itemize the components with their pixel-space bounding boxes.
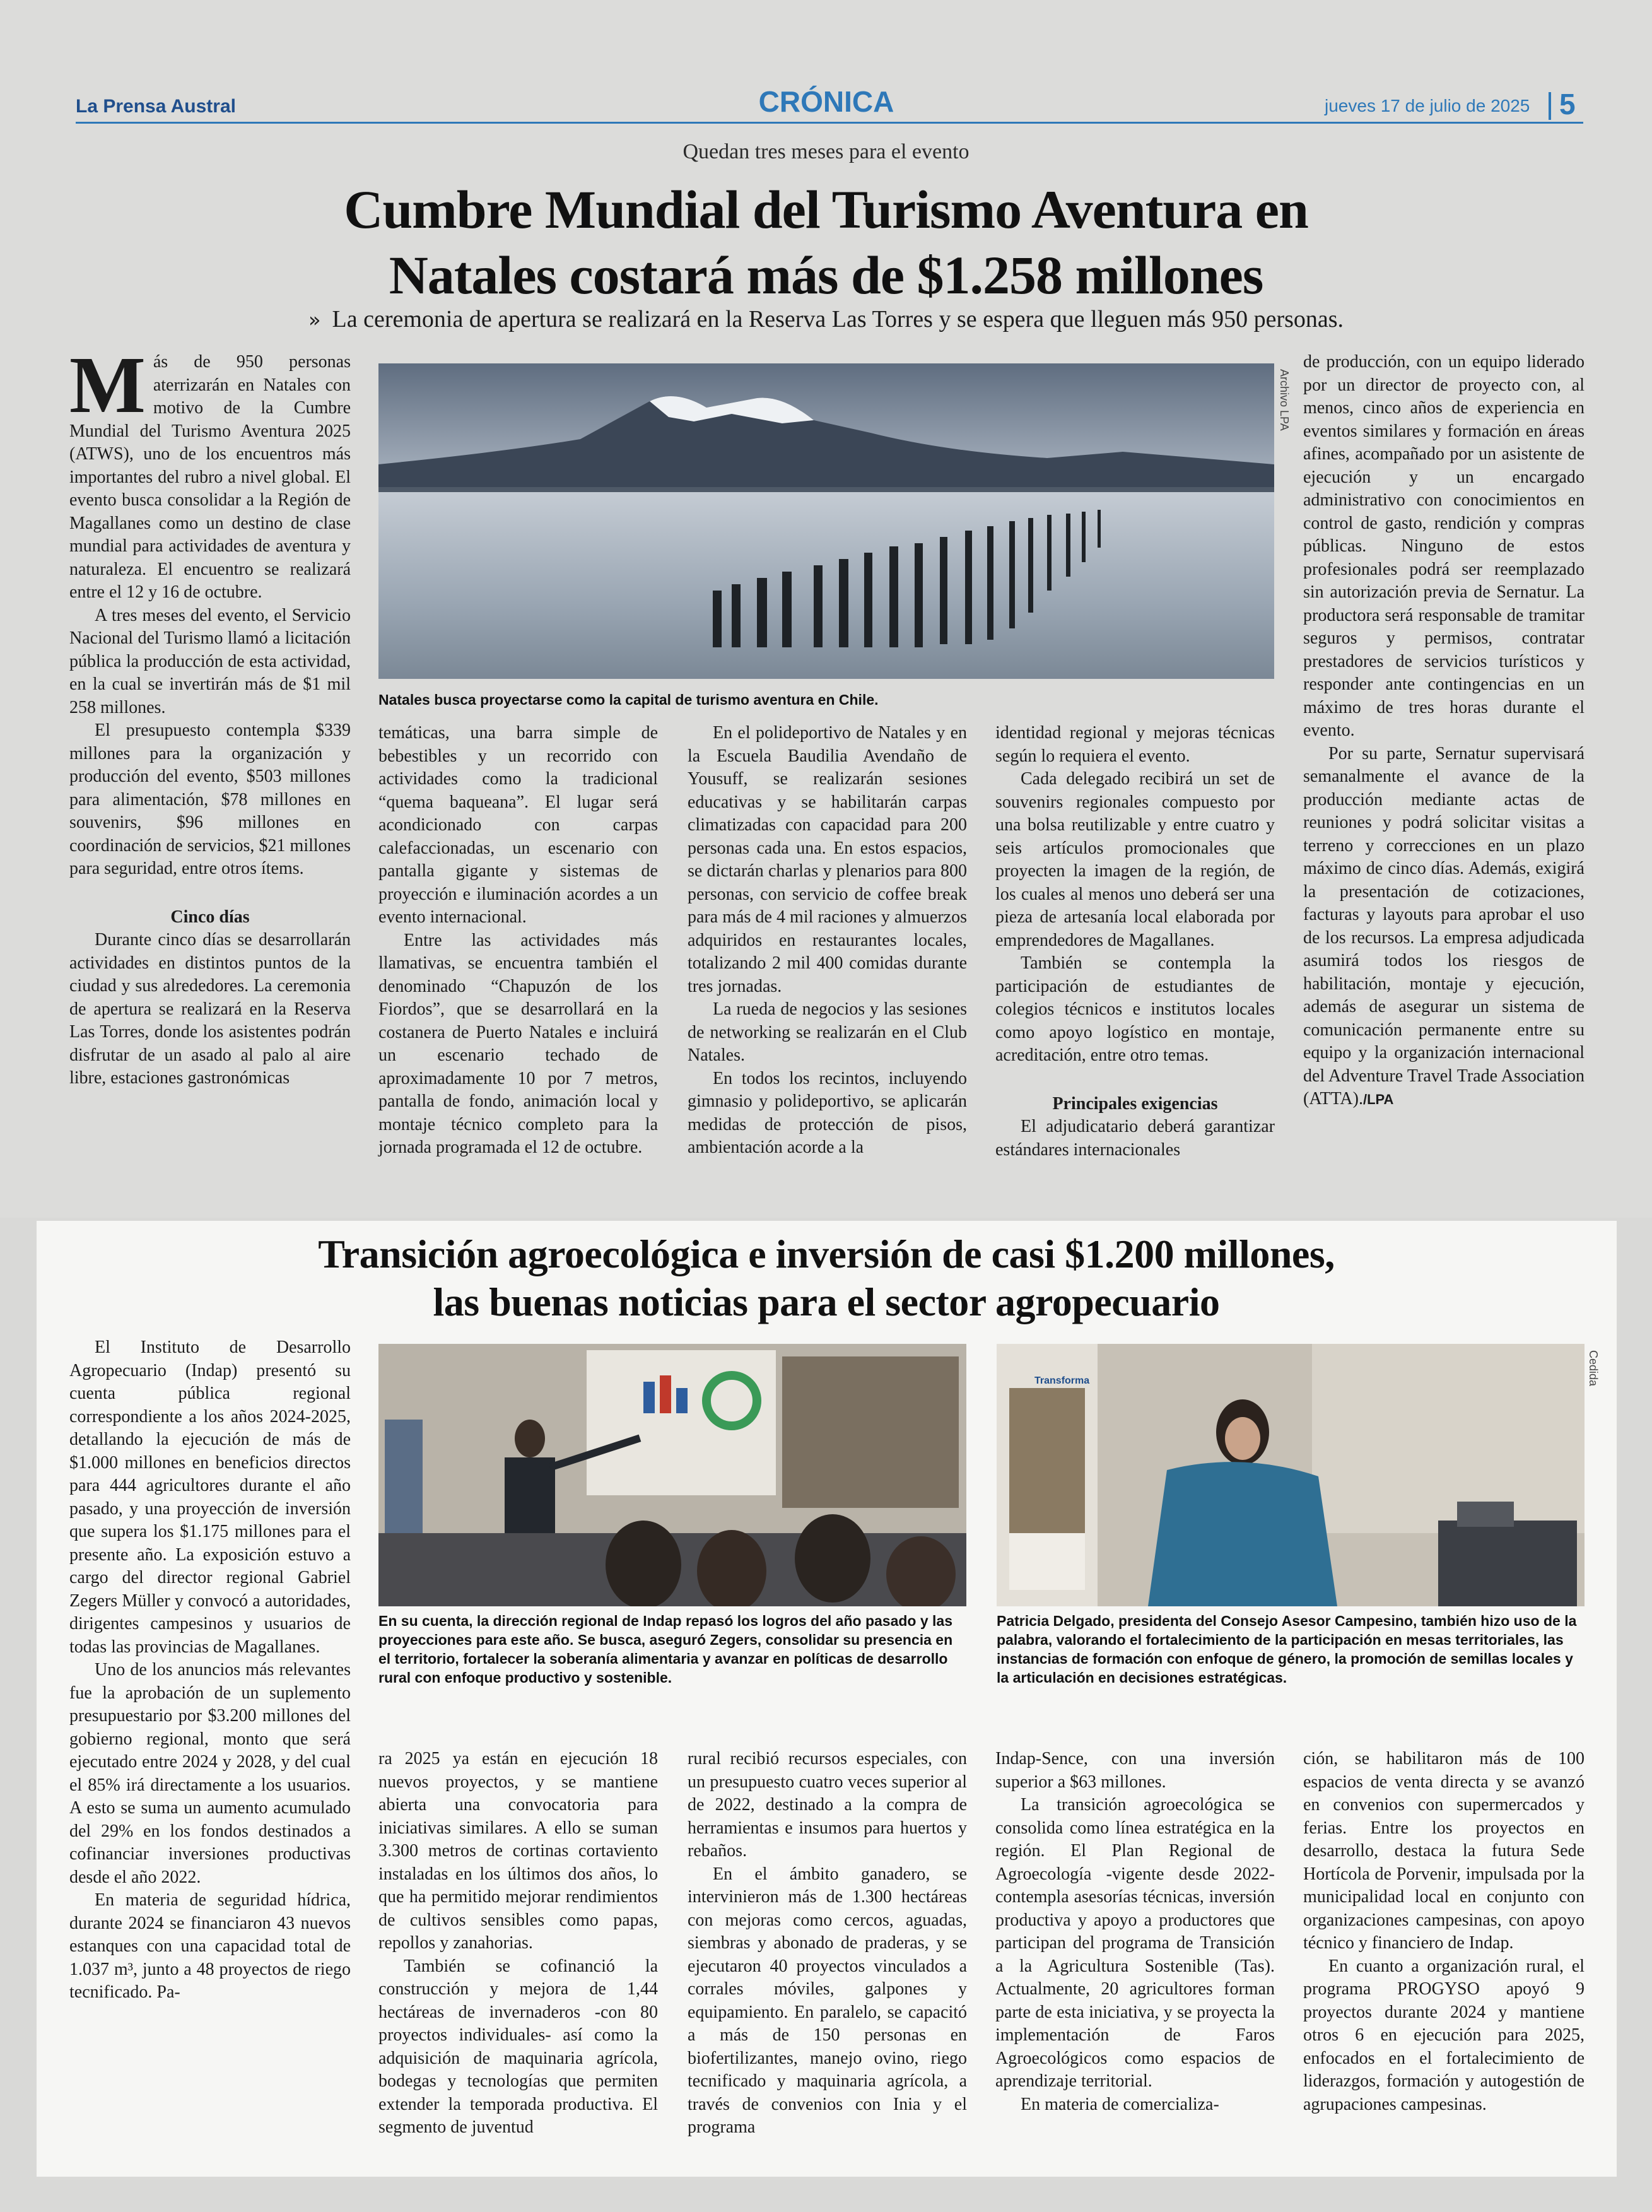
header-separator: [1549, 92, 1551, 120]
article1-paragraph: La rueda de negocios y las sesiones de networking se realizarán en el Club Natales.: [688, 999, 967, 1065]
article1-paragraph: A tres meses del evento, el Servicio Nacional del Turismo llamó a licitación pública la producción de esta actividad, en la cual se invertirán más de $1 mil 258 millones.: [69, 605, 351, 717]
article2-caption-2: Patricia Delgado, presidenta del Consejo Asesor Campesino, también hizo uso de la palabra, valorando el fortalecimiento de la participación en mesas territoriales, las instancias de formación con enfoque de género, la promoción de semillas locales y la articulación en decisiones estratégicas.: [997, 1613, 1577, 1686]
article1-signature: /LPA: [1362, 1091, 1394, 1107]
article1-paragraph: Durante cinco días se desarrollarán actividades en distintos puntos de la ciudad y sus alrededores. La ceremonia de apertura se realizará en la Reserva Las Torres, donde los asistentes podrán disfrutar de un asado al palo al aire libre, estaciones gastronómicas: [69, 930, 351, 1088]
article1-paragraph: El adjudicatario deberá garantizar estándares internacionales: [995, 1117, 1275, 1160]
article1-paragraph: Entre las actividades más llamativas, se encuentra también el denominado “Chapuzón de los Fiordos”, que se desarrollará en la costanera de Puerto Natales e incluirá un escenario techado de aproximadamente 10 por 7 metros, pantalla de fondo, animación local y montaje técnico completo para la jornada programada el 12 de octubre.: [378, 930, 658, 1157]
article1-headline-line1: Cumbre Mundial del Turismo Aventura en: [344, 179, 1308, 240]
article1-paragraph: También se contempla la participación de estudiantes de colegios técnicos e institutos locales como apoyo logístico en montaje, acreditación, entre otro temas.: [995, 953, 1275, 1065]
article2-headline: [114, 1230, 1539, 1326]
article2-caption-1: En su cuenta, la dirección regional de Indap repasó los logros del año pasado y las proyecciones para este año. Se busca, aseguró Zegers, consolidar su presencia en el territorio, fortalecer la soberanía alimentaria y avanzar en políticas de desarrollo rural con enfoque productivo y sostenible.: [378, 1613, 953, 1686]
article2-headline-line2: las buenas noticias para el sector agropecuario: [433, 1280, 1220, 1324]
article1-dropcap: M: [69, 340, 146, 430]
article1-paragraph: de producción, con un equipo liderado por un director de proyecto con, al menos, cinco años de experiencia en eventos similares y formación en áreas afines, acompañado por un asistente de ejecución y un encargado administrativo con conocimientos en control de gasto, rendición y compras públicas. Ninguno de estos profesionales podrá ser reemplazado sin autorización previa de Sernatur. La productora será responsable de tramitar seguros y permisos, contratar prestadores de servicios turísticos y responder ante contingencias en un máximo de tres horas durante el evento.: [1303, 352, 1585, 740]
article1-paragraph: Por su parte, Sernatur supervisará semanalmente el avance de la producción mediante actas de reuniones y podrá solicitar visitas a terreno y correcciones en un plazo máximo de cinco días. Además, exigirá la presentación de cotizaciones, facturas y layouts para aprobar el uso de los recursos. La empresa adjudicada asumirá todos los riesgos de habilitación, montaje y ejecución, además de asegurar un sistema de comunicación permanente entre su equipo y la organización internacional del Adventure Travel Trade Association (ATTA).: [1303, 743, 1585, 1109]
header-rule: [76, 122, 1583, 124]
article2-paragraph: La transición agroecológica se consolida como línea estratégica en la región. El Plan Regional de Agroecología -vigente desde 2022- contempla asesorías técnicas, inversión productiva y apoyo a productores que participan del programa de Transición a la Agricultura Sostenible (Tas). Actualmente, 20 agricultores forman parte de esta iniciativa, y se proyecta la implementación de Faros Agroecológicos como espacios de aprendizaje territorial.: [995, 1795, 1275, 2091]
article1-paragraph: identidad regional y mejoras técnicas según lo requiera el evento.: [995, 723, 1275, 766]
article1-paragraph: Cada delegado recibirá un set de souvenirs regionales compuesto por una bolsa reutilizable y entre cuatro y seis artículos promocionales que proyecten la imagen de la región, de los cuales al menos uno deberá ser una pieza de artesanía local elaborada por emprendedores de Magallanes.: [995, 769, 1275, 950]
article1-headline: [126, 177, 1526, 308]
double-chevron-right-icon: »: [308, 308, 321, 332]
article2-paragraph: En materia de comercializa-: [1021, 2094, 1219, 2114]
article1-column-1: [69, 340, 351, 1090]
article1-column-5: [1303, 351, 1585, 1112]
article2-paragraph: ción, se habilitaron más de 100 espacios de venta directa y se avanzó en convenios con supermercados y ferias. Entre los proyectos en desarrollo, destaca la futura Sede Hortícola de Porvenir, impulsada por la municipalidad local en conjunto con organizaciones campesinas, con apoyo técnico y financiero de Indap.: [1303, 1749, 1585, 1953]
article2-column-4: [995, 1748, 1275, 2116]
article2-column-1: [69, 1336, 351, 2004]
article1-column-4: [995, 722, 1275, 1162]
article1-paragraph: En todos los recintos, incluyendo gimnasio y polideportivo, se aplicarán medidas de protección de pisos, ambientación acorde a la: [688, 1068, 967, 1157]
article1-paragraph: El presupuesto contempla $339 millones para la organización y producción del evento, $503 millones para alimentación, $78 millones en souvenirs, $96 millones en coordinación de servicios, $21 millones para seguridad, entre otros ítems.: [69, 721, 351, 878]
article2-paragraph: Uno de los anuncios más relevantes fue la aprobación de un suplemento presupuestario por $3.200 millones del gobierno regional, monto que será ejecutado entre 2024 y 2028, y del cual el 85% irá directamente a los usuarios. A esto se suma un aumento acumulado del 29% en los fondos destinados a cofinanciar inversiones productivas desde el año 2022.: [69, 1660, 351, 1887]
article2-paragraph: En cuanto a organización rural, el programa PROGYSO apoyó 9 proyectos durante 2024 y mantiene otros 6 en ejecución para 2025, enfocados en el fortalecimiento de liderazgos, formación y autogestión de agrupaciones campesinas.: [1303, 1956, 1585, 2114]
article2-photo-1: [378, 1344, 966, 1606]
article2-paragraph: El Instituto de Desarrollo Agropecuario (Indap) presentó su cuenta pública regional correspondiente a los años 2024-2025, detallando la ejecución de más de $1.000 millones en beneficios directos para 444 agricultores durante el año pasado, y una proyección de inversión que supera los $1.175 millones para el presente año. La exposición estuvo a cargo del director regional Gabriel Zegers Müller y convocó a autoridades, dirigentes campesinos y usuarios de todas las provincias de Magallanes.: [69, 1338, 351, 1657]
article1-subheading: Cinco días: [170, 907, 250, 927]
article1-paragraph: En el polideportivo de Natales y en la Escuela Baudilia Avendaño de Yousuff, se realizarán sesiones educativas y se habilitarán carpas climatizadas con capacidad para 200 personas cada una. En estos espacios, se dictarán charlas y plenarios para 800 personas, con servicio de coffee break para más de 4 mil raciones y almuerzos adquiridos en restaurantes locales, totalizando 2 mil 400 comidas durante tres jornadas.: [688, 723, 967, 996]
lake-pier-illustration: [378, 363, 1274, 679]
article2-column-2: [378, 1748, 658, 2139]
presentation-room-illustration: [378, 1344, 966, 1606]
article1-photo-credit: Archivo LPA: [1278, 369, 1291, 431]
article1-subheading: Principales exigencias: [1052, 1093, 1218, 1114]
article1-kicker: Quedan tres meses para el evento: [682, 140, 970, 163]
article2-paragraph: Indap-Sence, con una inversión superior a $63 millones.: [995, 1749, 1275, 1792]
article2-column-3: [688, 1748, 967, 2139]
article2-paragraph: rural recibió recursos especiales, con un presupuesto cuatro veces superior al de 2022, destinado a la compra de herramientas e insumos para huertos y rebaños.: [688, 1749, 967, 1861]
article2-photo-credit: Cedida: [1587, 1350, 1600, 1387]
masthead: La Prensa Austral: [76, 96, 236, 117]
article2-slide-label: Transforma: [1034, 1375, 1090, 1386]
article1-column-2: [378, 722, 658, 1160]
article1-paragraph: ás de 950 personas aterrizarán en Natales con motivo de la Cumbre Mundial del Turismo Aventura 2025 (ATWS), uno de los encuentros más importantes del rubro a nivel global. El evento busca consolidar a la Región de Magallanes como un destino de clase mundial para actividades de aventura y naturaleza. El encuentro se realizará entre el 12 y 16 de octubre.: [69, 352, 351, 602]
article1-paragraph: temáticas, una barra simple de bebestibles y un recorrido con actividades como la tradicional “quema baqueana”. El lugar será acondicionado con carpas calefaccionadas, un escenario con pantalla gigante y sistemas de proyección e iluminación acordes a un evento internacional.: [378, 723, 658, 927]
article1-deck-text: La ceremonia de apertura se realizará en la Reserva Las Torres y se espera que lleguen más 950 personas.: [332, 306, 1344, 332]
article2-paragraph: También se cofinanció la construcción y mejora de 1,44 hectáreas de invernaderos -con 80 proyectos individuales- así como la adquisición de maquinaria agrícola, bodegas y tecnologías que permiten extender la temporada productiva. El segmento de juventud: [378, 1956, 658, 2137]
article1-headline-line2: Natales costará más de $1.258 millones: [389, 245, 1263, 305]
article2-headline-line1: Transición agroecológica e inversión de casi $1.200 millones,: [318, 1232, 1335, 1276]
issue-date: jueves 17 de julio de 2025: [1325, 96, 1530, 115]
article2-paragraph: En materia de seguridad hídrica, durante 2024 se financiaron 43 nuevos estanques con una capacidad total de 1.037 m³, junto a 48 proyectos de riego tecnificado. Pa-: [69, 1890, 351, 2002]
article1-caption: Natales busca proyectarse como la capital de turismo aventura en Chile.: [378, 691, 879, 708]
section-name: CRÓNICA: [758, 85, 894, 118]
article1-deck: [0, 305, 1652, 333]
page-number: 5: [1559, 88, 1576, 121]
article1-column-3: [688, 722, 967, 1160]
article2-paragraph: En el ámbito ganadero, se intervinieron más de 1.300 hectáreas con mejoras como cercos, aguadas, siembras y abonado de praderas, y se ejecutaron 40 proyectos vinculados a corrales móviles, galpones y equipamiento. En paralelo, se capacitó a más de 150 personas en biofertilizantes, manejo ovino, riego tecnificado y maquinaria agrícola, a través de convenios con Inia y el programa: [688, 1864, 967, 2137]
article2-paragraph: ra 2025 ya están en ejecución 18 nuevos proyectos, y se mantiene abierta una convocatoria para iniciativas similares. A ello se suman 3.300 metros de cortinas cortaviento instaladas en los últimos dos años, lo que ha permitido mejorar rendimientos de cultivos sensibles como papas, repollos y zanahorias.: [378, 1749, 658, 1953]
article1-photo: [378, 363, 1274, 679]
article2-column-5: [1303, 1748, 1585, 2116]
